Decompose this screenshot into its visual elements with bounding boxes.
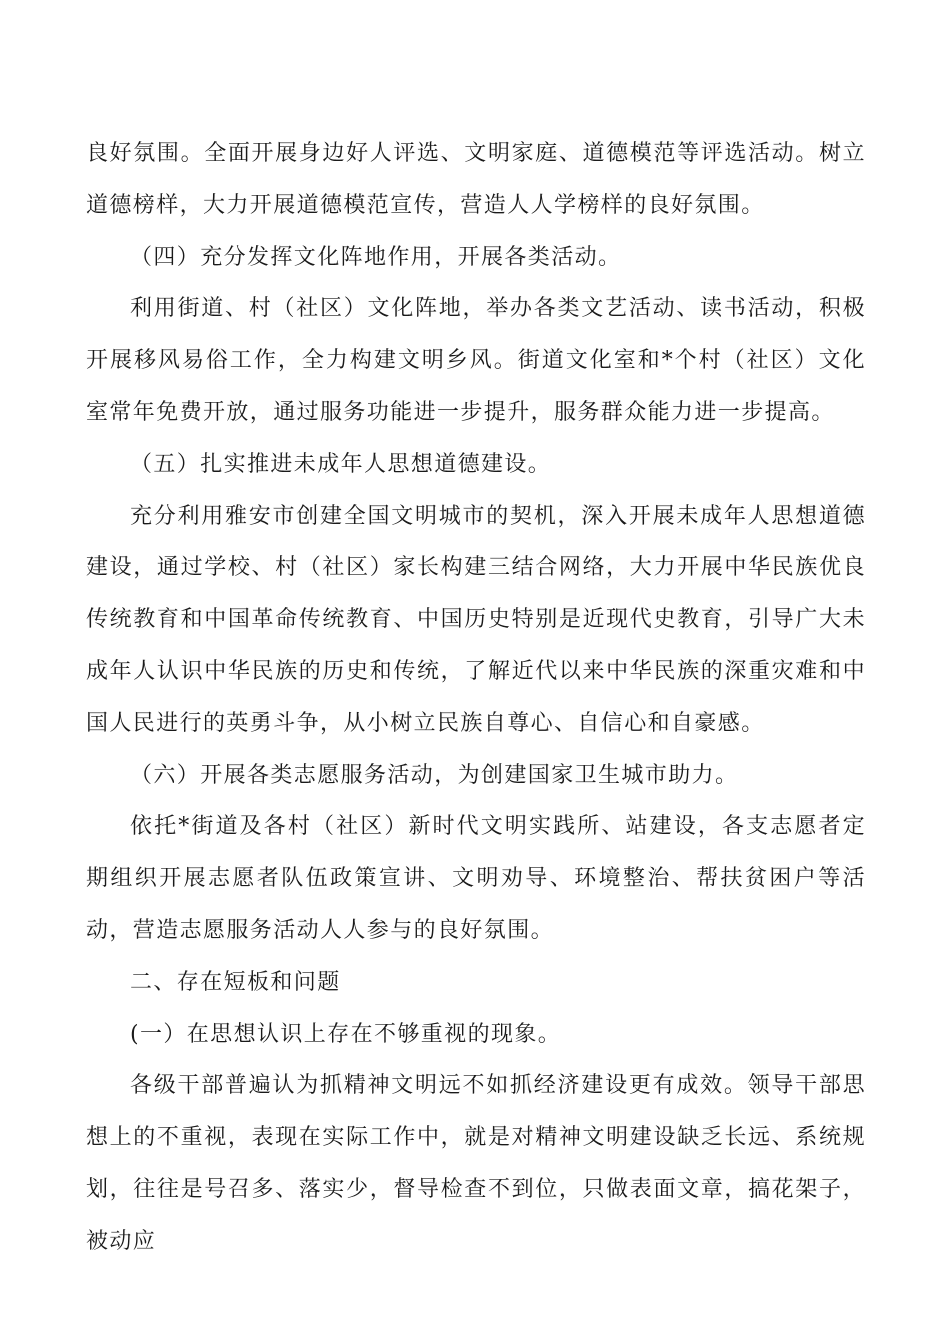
subheading-1: (一）在思想认识上存在不够重视的现象。 — [130, 1021, 562, 1047]
section-heading-2: 二、存在短板和问题 — [130, 969, 341, 995]
paragraph-continuation: 良好氛围。全面开展身边好人评选、文明家庭、道德模范等评选活动。树立道德榜样，大力开展道德模范宣传，营造人人学榜样的良好氛围。 — [86, 141, 866, 218]
subheading-5: （五）扎实推进未成年人思想道德建设。 — [130, 451, 552, 477]
paragraph-awareness-issues: 各级干部普遍认为抓精神文明远不如抓经济建设更有成效。领导干部思想上的不重视，表现在实际工作中，就是对精神文明建设缺乏长远、系统规划，往往是号召多、落实少，督导检查不到位，只做表面文章，搞花架子，被动应 — [86, 1073, 866, 1254]
paragraph-volunteer-services: 依托*街道及各村（社区）新时代文明实践所、站建设，各支志愿者定期组织开展志愿者队伍政策宣讲、文明劝导、环境整治、帮扶贫困户等活动，营造志愿服务活动人人参与的良好氛围。 — [86, 814, 866, 943]
paragraph-minors-education: 充分利用雅安市创建全国文明城市的契机，深入开展未成年人思想道德建设，通过学校、村（社区）家长构建三结合网络，大力开展中华民族优良传统教育和中国革命传统教育、中国历史特别是近现代史教育，引导广大未成年人认识中华民族的历史和传统，了解近代以来中华民族的深重灾难和中国人民进行的英勇斗争，从小树立民族自尊心、自信心和自豪感。 — [86, 503, 866, 736]
subheading-4: （四）充分发挥文化阵地作用，开展各类活动。 — [130, 244, 622, 270]
document-page — [86, 128, 866, 1268]
subheading-6: （六）开展各类志愿服务活动，为创建国家卫生城市助力。 — [130, 762, 739, 788]
paragraph-cultural-venues: 利用街道、村（社区）文化阵地，举办各类文艺活动、读书活动，积极开展移风易俗工作，全力构建文明乡风。街道文化室和*个村（社区）文化室常年免费开放，通过服务功能进一步提升，服务群众能力进一步提高。 — [86, 296, 866, 425]
